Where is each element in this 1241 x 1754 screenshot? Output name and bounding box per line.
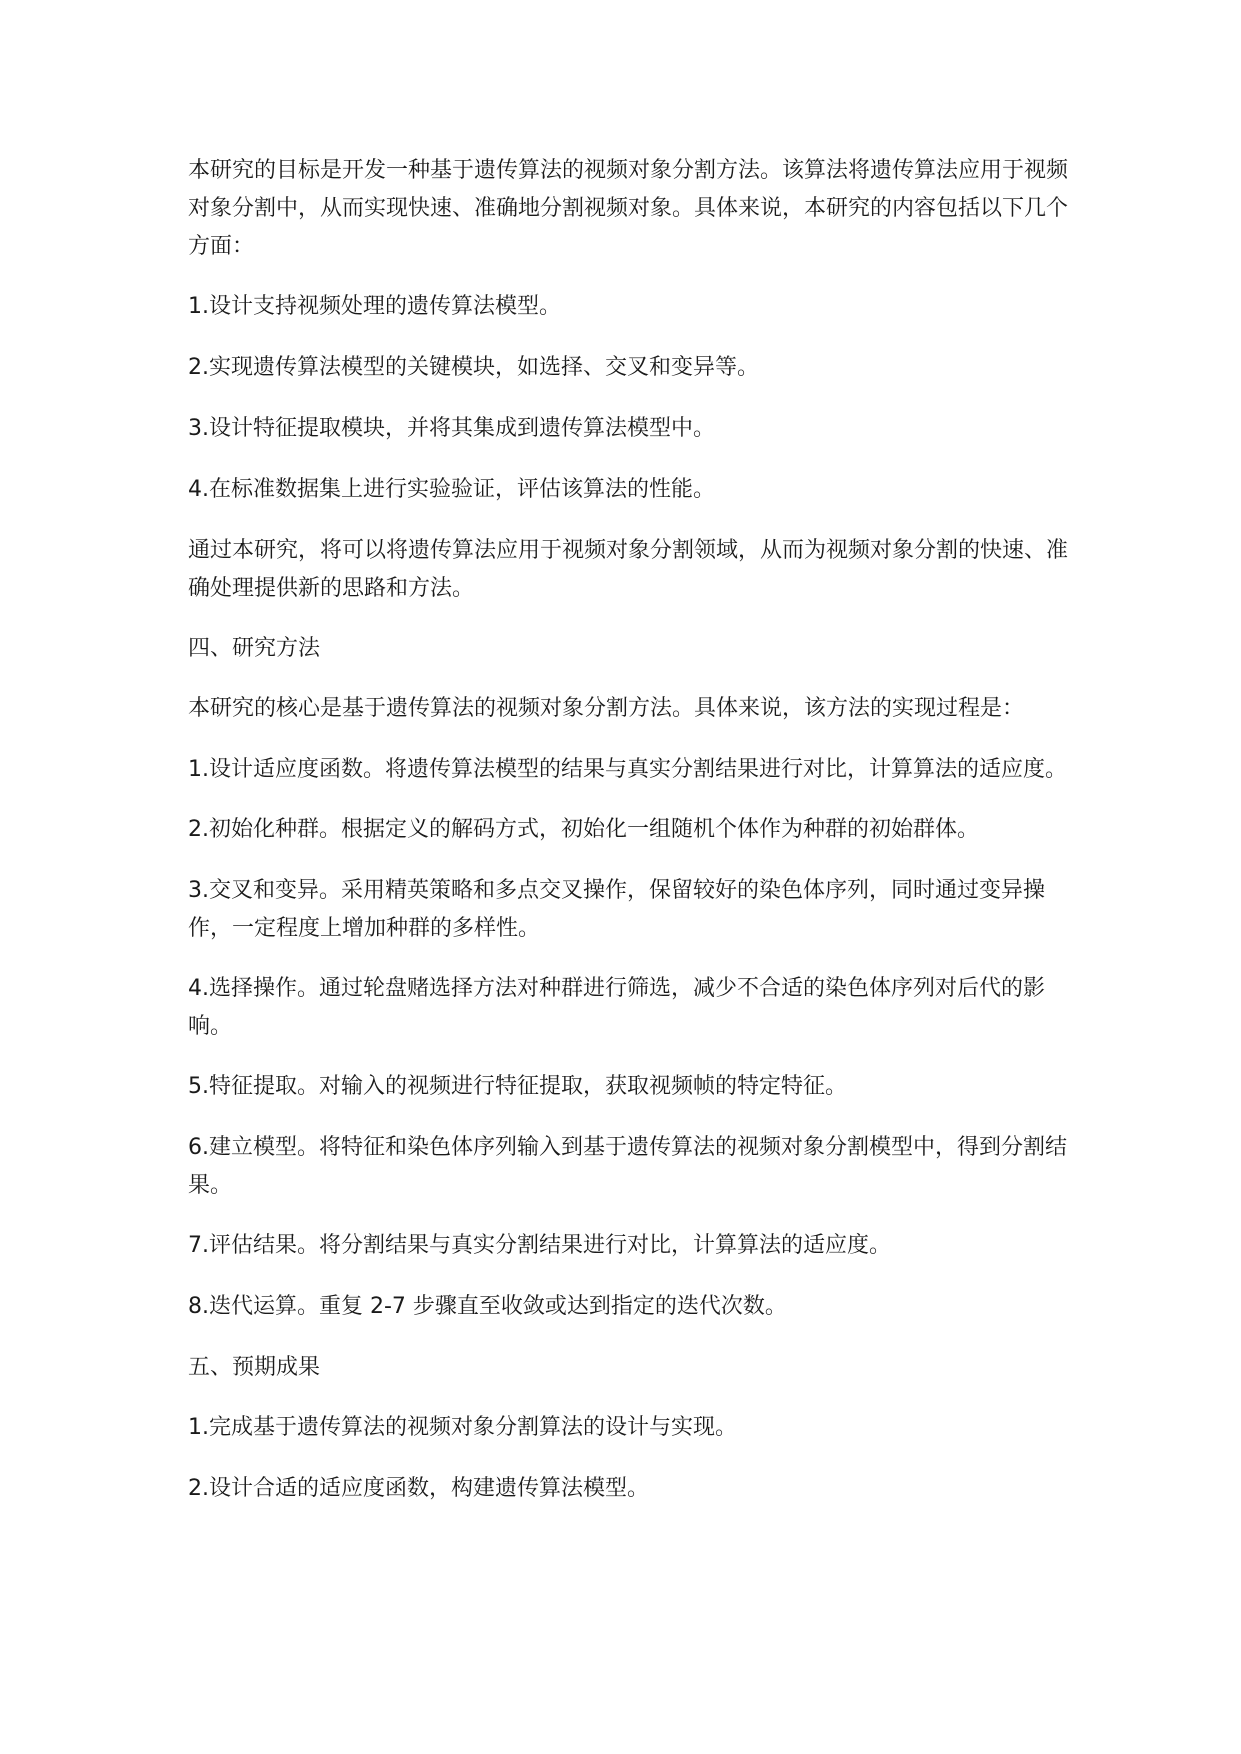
outcome-item-2: 2.设计合适的适应度函数，构建遗传算法模型。 (188, 1476, 649, 1501)
paragraph-summary: 通过本研究，将可以将遗传算法应用于视频对象分割领域，从而为视频对象分割的快速、准确处理提供新的思路和方法。 (188, 538, 1069, 601)
method-step-7: 7.评估结果。将分割结果与真实分割结果进行对比，计算算法的适应度。 (188, 1233, 891, 1258)
method-step-6: 6.建立模型。将特征和染色体序列输入到基于遗传算法的视频对象分割模型中，得到分割结果。 (188, 1135, 1067, 1198)
list-item-2: 2.实现遗传算法模型的关键模块，如选择、交叉和变异等。 (188, 355, 759, 380)
method-step-4: 4.选择操作。通过轮盘赌选择方法对种群进行筛选，减少不合适的染色体序列对后代的影响。 (188, 976, 1045, 1039)
method-step-2: 2.初始化种群。根据定义的解码方式，初始化一组随机个体作为种群的初始群体。 (188, 817, 979, 842)
list-item-3: 3.设计特征提取模块，并将其集成到遗传算法模型中。 (188, 416, 715, 441)
list-item-4: 4.在标准数据集上进行实验验证，评估该算法的性能。 (188, 477, 715, 502)
section-heading-methods: 四、研究方法 (188, 636, 321, 661)
method-step-8: 8.迭代运算。重复 2-7 步骤直至收敛或达到指定的迭代次数。 (188, 1294, 787, 1319)
method-step-1: 1.设计适应度函数。将遗传算法模型的结果与真实分割结果进行对比，计算算法的适应度。 (188, 757, 1067, 782)
list-item-1: 1.设计支持视频处理的遗传算法模型。 (188, 294, 561, 319)
method-step-5: 5.特征提取。对输入的视频进行特征提取，获取视频帧的特定特征。 (188, 1074, 847, 1099)
paragraph-intro: 本研究的目标是开发一种基于遗传算法的视频对象分割方法。该算法将遗传算法应用于视频对象分割中，从而实现快速、准确地分割视频对象。具体来说，本研究的内容包括以下几个方面： (188, 158, 1069, 259)
section-heading-outcomes: 五、预期成果 (188, 1355, 321, 1380)
document-page (188, 152, 1088, 1531)
paragraph-methods-intro: 本研究的核心是基于遗传算法的视频对象分割方法。具体来说，该方法的实现过程是： (188, 696, 1025, 721)
method-step-3: 3.交叉和变异。采用精英策略和多点交叉操作，保留较好的染色体序列，同时通过变异操作，一定程度上增加种群的多样性。 (188, 878, 1045, 941)
outcome-item-1: 1.完成基于遗传算法的视频对象分割算法的设计与实现。 (188, 1415, 737, 1440)
